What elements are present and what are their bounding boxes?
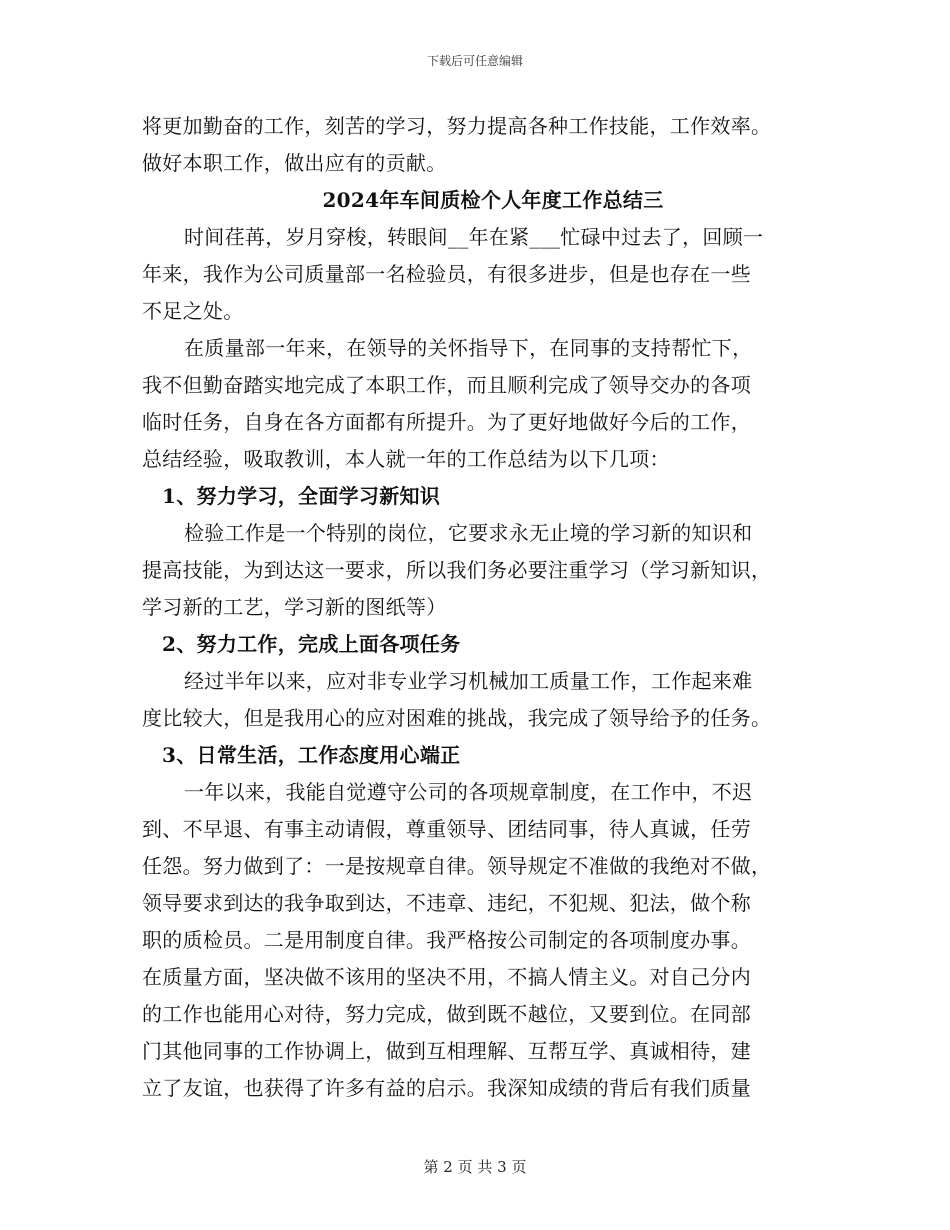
paragraph-start: 一年以来，我能自觉遵守公司的各项规章制度，在工作中，不迟: [184, 780, 753, 804]
page-header: 下载后可任意编辑: [426, 54, 523, 68]
text-line: 将更加勤奋的工作，刻苦的学习，努力提高各种工作技能，工作效率。: [142, 114, 772, 138]
page-footer: 第 2 页 共 3 页: [423, 1158, 527, 1176]
text-line: 职的质检员。二是用制度自律。我严格按公司制定的各项制度办事。: [142, 928, 751, 952]
paragraph-start: 检验工作是一个特别的岗位，它要求永无止境的学习新的知识和: [184, 521, 753, 545]
paragraph-start: 时间荏苒，岁月穿梭，转眼间__年在紧___忙碌中过去了，回顾一: [184, 225, 764, 249]
text-line: 做好本职工作，做出应有的贡献。: [142, 151, 447, 175]
text-line: 在质量方面，坚决做不该用的坚决不用，不搞人情主义。对自己分内: [142, 965, 751, 989]
text-line: 年来，我作为公司质量部一名检验员，有很多进步，但是也存在一些: [142, 262, 751, 286]
text-line: 总结经验，吸取教训，本人就一年的工作总结为以下几项：: [142, 447, 670, 471]
text-line: 任怨。努力做到了：一是按规章自律。领导规定不准做的我绝对不做，: [142, 854, 772, 878]
paragraph-start: 在质量部一年来，在领导的关怀指导下，在同事的支持帮忙下，: [184, 336, 753, 360]
text-line: 到、不早退、有事主动请假，尊重领导、团结同事，待人真诚，任劳: [142, 817, 751, 841]
text-line: 临时任务，自身在各方面都有所提升。为了更好地做好今后的工作，: [142, 410, 751, 434]
text-line: 立了友谊，也获得了许多有益的启示。我深知成绩的背后有我们质量: [142, 1076, 751, 1100]
section-title: 2024年车间质检个人年度工作总结三: [322, 188, 664, 212]
subheading-1: 1、努力学习，全面学习新知识: [162, 484, 441, 508]
text-line: 提高技能，为到达这一要求，所以我们务必要注重学习（学习新知识，: [142, 558, 772, 582]
text-line: 度比较大，但是我用心的应对困难的挑战，我完成了领导给予的任务。: [142, 706, 772, 730]
paragraph-start: 经过半年以来，应对非专业学习机械加工质量工作，工作起来难: [184, 669, 753, 693]
text-line: 门其他同事的工作协调上，做到互相理解、互帮互学、真诚相待，建: [142, 1039, 751, 1063]
text-line: 不足之处。: [142, 299, 244, 323]
text-line: 我不但勤奋踏实地完成了本职工作，而且顺利完成了领导交办的各项: [142, 373, 751, 397]
document-body: [142, 108, 814, 1107]
text-line: 学习新的工艺，学习新的图纸等）: [142, 595, 447, 619]
text-line: 领导要求到达的我争取到达，不违章、违纪，不犯规、犯法，做个称: [142, 891, 751, 915]
subheading-2: 2、努力工作，完成上面各项任务: [162, 632, 461, 656]
subheading-3: 3、日常生活，工作态度用心端正: [162, 743, 461, 767]
text-line: 的工作也能用心对待，努力完成，做到既不越位，又要到位。在同部: [142, 1002, 751, 1026]
